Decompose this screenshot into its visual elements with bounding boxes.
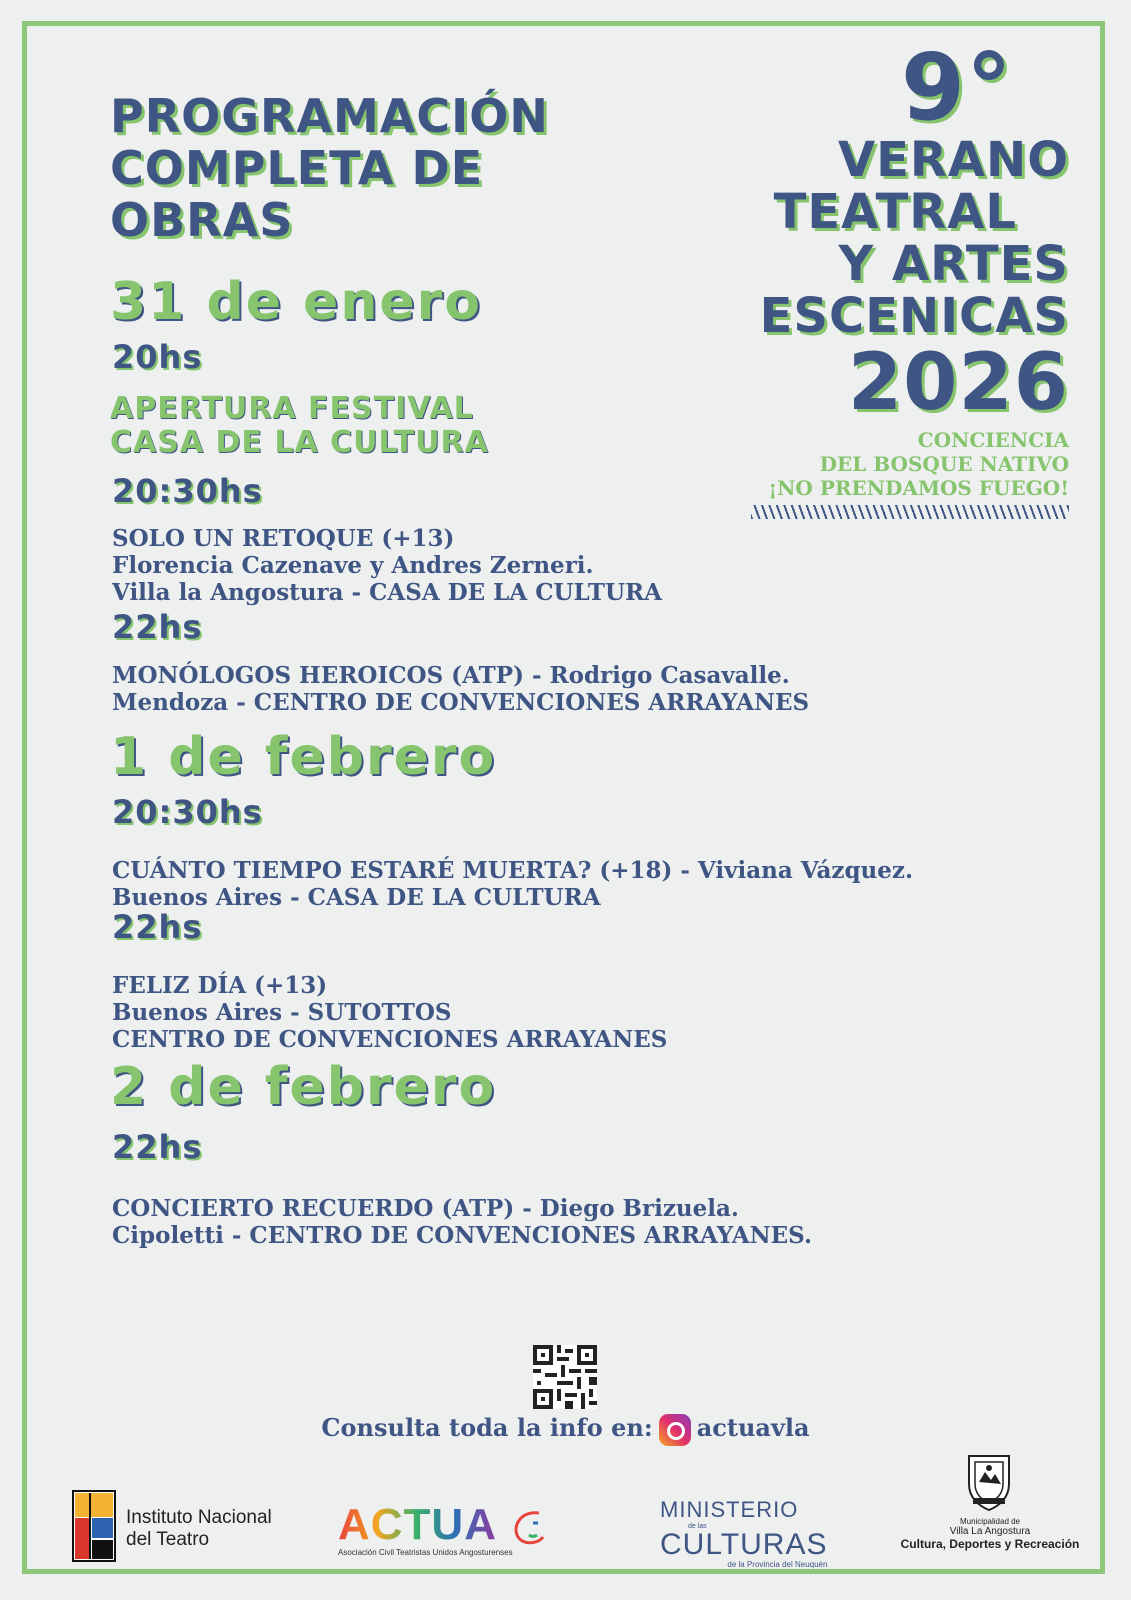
municipalidad-line: Villa La Angostura xyxy=(949,1526,1031,1537)
opening-line: CASA DE LA CULTURA xyxy=(110,425,489,460)
title-line: PROGRAMACIÓN xyxy=(110,89,549,143)
festival-year: 2026 xyxy=(847,338,1069,428)
instituto-line: Instituto Nacional xyxy=(126,1507,272,1528)
festival-word: ESCENICAS xyxy=(759,288,1069,344)
municipalidad-name xyxy=(900,1517,1080,1551)
event-line: Mendoza - CENTRO DE CONVENCIONES ARRAYANES xyxy=(112,689,810,716)
ministerio-line: MINISTERIO xyxy=(660,1497,799,1522)
municipalidad-line: Municipalidad de xyxy=(959,1517,1021,1526)
instagram-icon[interactable] xyxy=(659,1414,691,1446)
event-line: Florencia Cazenave y Andres Zerneri. xyxy=(112,552,594,579)
mask-icon xyxy=(509,1507,547,1547)
event-line: FELIZ DÍA (+13) xyxy=(112,972,328,999)
instituto-line: del Teatro xyxy=(126,1529,210,1550)
festival-word: VERANO xyxy=(837,132,1069,188)
actua-logo xyxy=(338,1500,547,1550)
event-line: SOLO UN RETOQUE (+13) xyxy=(112,525,455,552)
event-line: Villa la Angostura - CASA DE LA CULTURA xyxy=(112,579,662,606)
event-time: 20:30hs xyxy=(112,793,263,831)
instituto-teatro-name xyxy=(126,1507,272,1551)
municipalidad-line: Cultura, Deportes y Recreación xyxy=(900,1537,1080,1551)
event-line: CUÁNTO TIEMPO ESTARÉ MUERTA? (+18) - Viviana Vázquez. xyxy=(112,857,913,884)
event-details xyxy=(112,972,667,1053)
event-details xyxy=(112,525,662,606)
municipal-shield-icon xyxy=(965,1450,1013,1512)
slogan-line: DEL BOSQUE NATIVO xyxy=(819,452,1069,476)
event-time: 22hs xyxy=(112,608,203,646)
event-details xyxy=(112,662,809,716)
event-line: CENTRO DE CONVENCIONES ARRAYANES xyxy=(112,1026,668,1053)
actua-wordmark: ACTUA xyxy=(338,1500,496,1549)
day-heading: 31 de enero xyxy=(110,272,482,332)
festival-word: Y ARTES xyxy=(838,236,1069,292)
event-line: Cipoletti - CENTRO DE CONVENCIONES ARRAYANES. xyxy=(112,1222,812,1249)
event-line: Buenos Aires - SUTOTTOS xyxy=(112,999,452,1026)
actua-subtitle: Asociación Civil Teatristas Unidos Angosturenses xyxy=(338,1548,513,1557)
event-line: CONCIERTO RECUERDO (ATP) - Diego Brizuela. xyxy=(112,1195,739,1222)
hatch-divider xyxy=(751,505,1069,519)
title-line: OBRAS xyxy=(110,193,294,247)
event-time: 22hs xyxy=(112,1128,203,1166)
festival-word: TEATRAL xyxy=(773,184,1017,240)
title-line: COMPLETA DE xyxy=(110,141,484,195)
ministerio-line: CULTURAS xyxy=(660,1528,828,1561)
opening-line: APERTURA FESTIVAL xyxy=(110,391,474,426)
festival-slogan xyxy=(768,428,1069,500)
instituto-teatro-logo xyxy=(72,1490,116,1562)
event-line: Buenos Aires - CASA DE LA CULTURA xyxy=(112,884,601,911)
ministerio-line: de las xyxy=(688,1523,707,1530)
opening-event xyxy=(110,392,489,460)
event-details xyxy=(112,1195,812,1249)
consulta-line xyxy=(0,1413,1131,1446)
day-heading: 2 de febrero xyxy=(110,1057,497,1117)
festival-heading xyxy=(759,34,1069,428)
ministerio-line: de la Provincia del Neuquén xyxy=(727,1560,828,1569)
consulta-text: Consulta toda la info en: xyxy=(321,1413,653,1442)
event-time: 20hs xyxy=(112,338,203,376)
ministerio-logo xyxy=(660,1497,827,1569)
slogan-line: CONCIENCIA xyxy=(917,428,1069,452)
day-heading: 1 de febrero xyxy=(110,727,497,787)
qr-code[interactable] xyxy=(533,1345,597,1409)
event-time: 22hs xyxy=(112,908,203,946)
event-details xyxy=(112,857,913,911)
slogan-line: ¡NO PRENDAMOS FUEGO! xyxy=(768,476,1069,500)
program-title xyxy=(110,90,549,246)
event-line: MONÓLOGOS HEROICOS (ATP) - Rodrigo Casavalle. xyxy=(112,662,790,689)
event-time: 20:30hs xyxy=(112,472,263,510)
festival-edition: 9° xyxy=(900,34,1013,141)
instagram-handle[interactable]: actuavla xyxy=(696,1413,810,1442)
